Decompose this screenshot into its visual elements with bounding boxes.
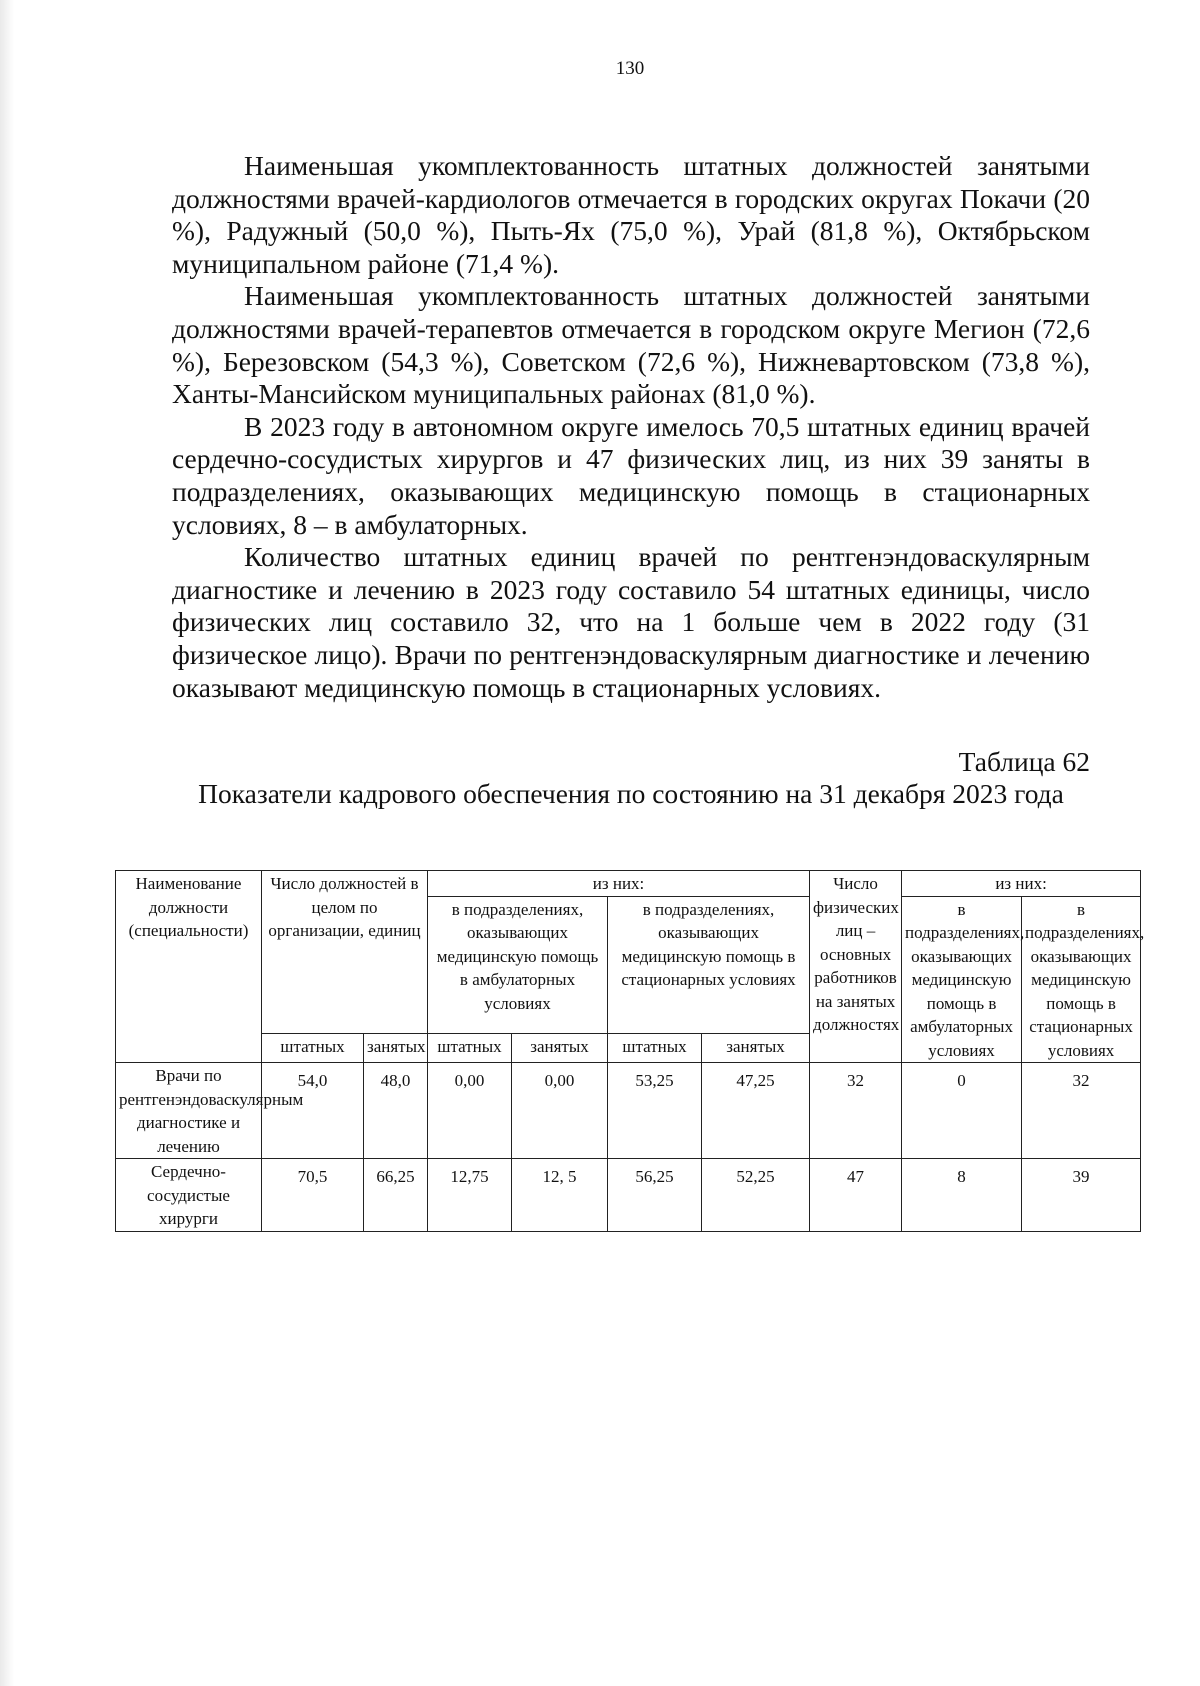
paragraph-endovascular: Количество штатных единиц врачей по рентгенэндоваскулярным диагностике и лечению в 2023 году составило 54 штатных единицы, число физических лиц составило 32, что на 1 больше чем в 2022 году (31 физическое лицо). Врачи по рентгенэндоваскулярным диагностике и лечению оказывают медицинскую помощь в стационарных условиях. [172,541,1090,703]
cell-persons: 32 [810,1063,902,1159]
cell-outpatient-occupied: 12, 5 [512,1159,608,1232]
header-of-them-1: из них: [428,871,810,897]
cell-total-staff: 54,0 [262,1063,364,1159]
cell-persons-outpatient: 0 [902,1063,1022,1159]
cell-persons-inpatient: 32 [1022,1063,1141,1159]
page-number: 130 [615,58,645,79]
header-inpatient-units: в подразделениях, оказывающих медицинскую помощь в стационарных условиях [608,896,810,1033]
body-text [172,150,1090,704]
header-outpatient-units: в подразделениях, оказывающих медицинскую помощь в амбулаторных условиях [428,896,608,1033]
row-name: Врачи по рентгенэндоваскулярным диагностике и лечению [116,1063,262,1159]
cell-total-occupied: 66,25 [364,1159,428,1232]
cell-persons-inpatient: 39 [1022,1159,1141,1232]
cell-outpatient-occupied: 0,00 [512,1063,608,1159]
paragraph-vascular-surgeons: В 2023 году в автономном округе имелось 70,5 штатных единиц врачей сердечно-сосудистых хирургов и 47 физических лиц, из них 39 заняты в подразделениях, оказывающих медицинскую помощь в стационарных условиях, 8 – в амбулаторных. [172,410,1090,540]
header-of-them-2: из них: [902,871,1141,897]
header-occupied-total: занятых [364,1033,428,1062]
header-staff-inpatient: штатных [608,1033,702,1062]
header-occupied-inpatient: занятых [702,1033,810,1062]
cell-inpatient-staff: 56,25 [608,1159,702,1232]
table-header-row-1 [116,871,1141,897]
cell-inpatient-occupied: 47,25 [702,1063,810,1159]
header-name: Наименование должности (специальности) [116,871,262,1063]
header-persons-outpatient: в подразделениях, оказывающих медицинскую помощь в амбулаторных условиях [902,896,1022,1063]
cell-outpatient-staff: 0,00 [428,1063,512,1159]
cell-total-staff: 70,5 [262,1159,364,1232]
cell-inpatient-occupied: 52,25 [702,1159,810,1232]
cell-persons-outpatient: 8 [902,1159,1022,1232]
paragraph-therapists: Наименьшая укомплектованность штатных должностей занятыми должностями врачей-терапевтов отмечается в городском округе Мегион (72,6 %), Березовском (54,3 %), Советском (72,6 %), Нижневартовском (73,8 %), Ханты-Мансийском муниципальных районах (81,0 %). [172,280,1090,410]
scan-edge-shadow [0,0,14,1686]
header-staff-total: штатных [262,1033,364,1062]
header-staff-outpatient: штатных [428,1033,512,1062]
header-persons-inpatient: в подразделениях, оказывающих медицинскую помощь в стационарных условиях [1022,896,1141,1063]
table-label: Таблица 62 [958,746,1090,777]
cell-total-occupied: 48,0 [364,1063,428,1159]
cell-outpatient-staff: 12,75 [428,1159,512,1232]
cell-inpatient-staff: 53,25 [608,1063,702,1159]
cell-persons: 47 [810,1159,902,1232]
header-persons: Число физических лиц – основных работников на занятых должностях [810,871,902,1063]
table-row [116,1063,1141,1159]
row-name: Сердечно-сосудистые хирурги [116,1159,262,1232]
header-positions-total: Число должностей в целом по организации, единиц [262,871,428,1034]
table-caption: Показатели кадрового обеспечения по состоянию на 31 декабря 2023 года [198,778,1064,809]
paragraph-cardiologists: Наименьшая укомплектованность штатных должностей занятыми должностями врачей-кардиологов отмечается в городских округах Покачи (20 %), Радужный (50,0 %), Пыть-Ях (75,0 %), Урай (81,8 %), Октябрьском муниципальном районе (71,4 %). [172,150,1090,279]
staffing-table [115,870,1145,1232]
table-row [116,1159,1141,1232]
header-occupied-outpatient: занятых [512,1033,608,1062]
